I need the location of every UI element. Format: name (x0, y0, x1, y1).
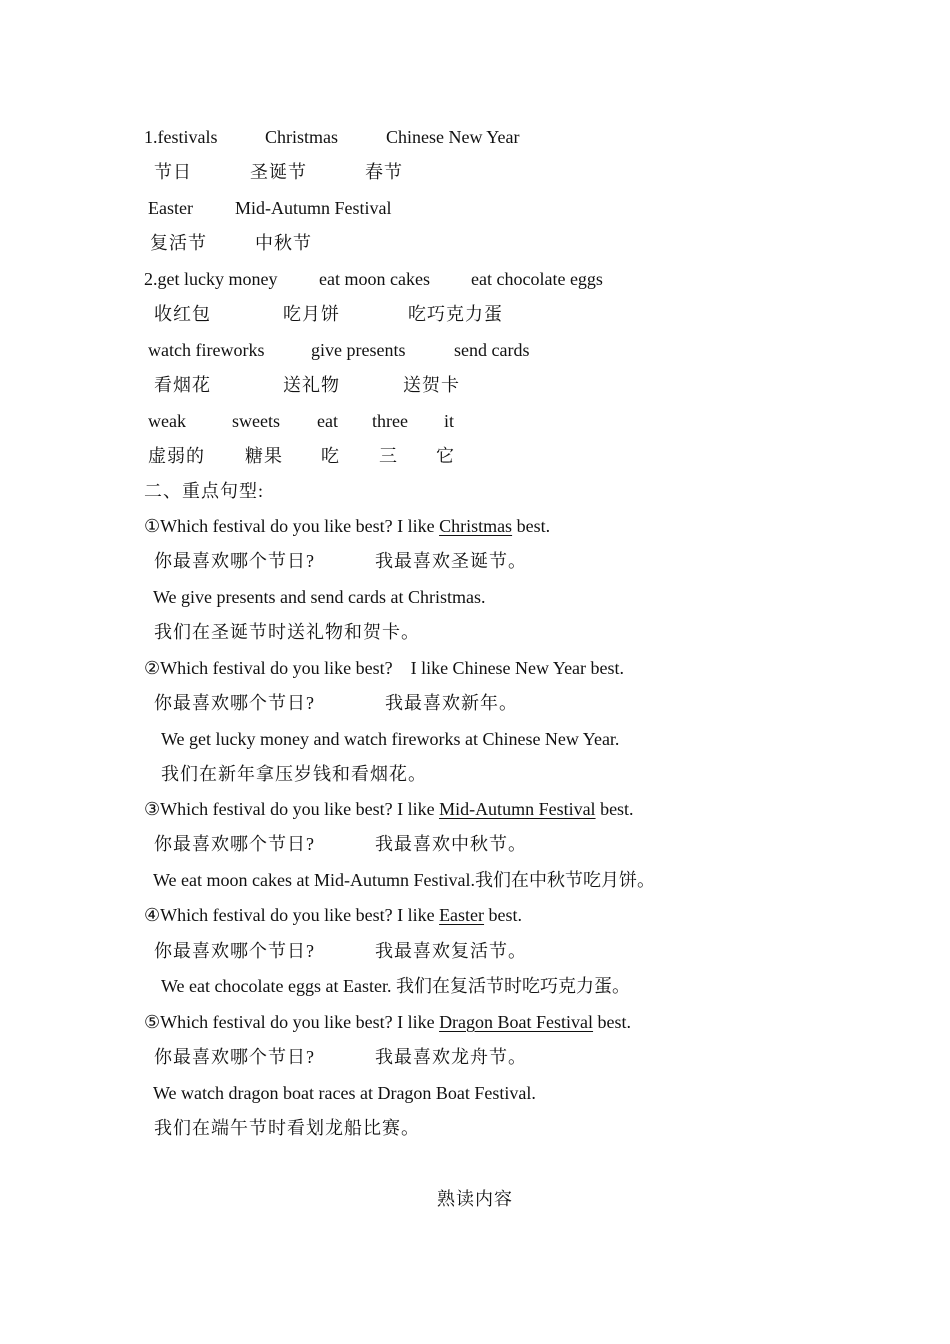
answer-translation: 我最喜欢新年。 (385, 693, 518, 713)
vocab-word: 1.festivals (144, 127, 218, 147)
section-title-text: 二、重点句型: (144, 481, 265, 501)
vocab-phrase: 2.get lucky money (144, 269, 278, 289)
question-translation: 你最喜欢哪个节日? (154, 551, 315, 571)
vocab-meaning: 吃 (321, 446, 340, 466)
question-end: best. (512, 516, 551, 536)
question-line (144, 900, 522, 930)
answer-translation: 我最喜欢圣诞节。 (375, 551, 527, 571)
festival-underlined: Christmas (439, 516, 513, 536)
question-end: best. (593, 1012, 632, 1032)
footer-heading-text: 熟读内容 (437, 1189, 513, 1209)
vocab-meaning: 虚弱的 (148, 446, 205, 466)
example-zh: 我们在端午节时看划龙船比赛。 (154, 1118, 420, 1138)
question-end: best. (484, 905, 523, 925)
example-en: We give presents and send cards at Christmas. (153, 587, 486, 607)
question-translation: 你最喜欢哪个节日? (154, 1047, 315, 1067)
question-text: ②Which festival do you like best? I like Chinese New Year best. (144, 658, 625, 678)
question-translation: 你最喜欢哪个节日? (154, 941, 315, 961)
question-line (144, 1007, 631, 1037)
vocab-meaning: 送礼物 (283, 375, 340, 395)
vocab-word: three (372, 411, 408, 431)
vocab-phrase: eat chocolate eggs (471, 269, 603, 289)
question-line (144, 511, 550, 541)
vocab-word: sweets (232, 411, 280, 431)
vocab-meaning: 吃月饼 (283, 304, 340, 324)
question-line (144, 794, 634, 824)
vocab-word: Easter (148, 198, 193, 218)
vocab-word: Chinese New Year (386, 127, 520, 147)
vocab-meaning: 节日 (154, 162, 192, 182)
vocab-meaning: 三 (379, 446, 398, 466)
vocab-word: it (444, 411, 455, 431)
question-translation: 你最喜欢哪个节日? (154, 834, 315, 854)
vocab-phrase: send cards (454, 340, 530, 360)
vocab-meaning: 春节 (365, 162, 403, 182)
vocab-word: eat (317, 411, 338, 431)
vocab-phrase: eat moon cakes (319, 269, 430, 289)
vocab-meaning: 送贺卡 (403, 375, 460, 395)
vocab-word: weak (148, 411, 186, 431)
question-text: ⑤Which festival do you like best? I like (144, 1012, 440, 1032)
example-en: We watch dragon boat races at Dragon Boat Festival. (153, 1083, 536, 1103)
answer-translation: 我最喜欢中秋节。 (375, 834, 527, 854)
festival-underlined: Easter (439, 905, 485, 925)
question-text: ①Which festival do you like best? I like (144, 516, 440, 536)
vocab-meaning: 它 (436, 446, 455, 466)
vocab-word: Mid-Autumn Festival (235, 198, 392, 218)
vocab-phrase: watch fireworks (148, 340, 265, 360)
example-mixed: We eat chocolate eggs at Easter. 我们在复活节时吃巧克力蛋。 (161, 976, 630, 996)
vocab-meaning: 中秋节 (255, 233, 312, 253)
vocab-meaning: 糖果 (245, 446, 283, 466)
vocab-meaning: 吃巧克力蛋 (408, 304, 503, 324)
vocab-meaning: 看烟花 (154, 375, 211, 395)
question-translation: 你最喜欢哪个节日? (154, 693, 315, 713)
example-en: We get lucky money and watch fireworks at Chinese New Year. (161, 729, 620, 749)
question-text: ④Which festival do you like best? I like (144, 905, 440, 925)
example-zh: 我们在新年拿压岁钱和看烟花。 (161, 764, 427, 784)
vocab-phrase: give presents (311, 340, 406, 360)
vocab-meaning: 收红包 (154, 304, 211, 324)
vocab-meaning: 圣诞节 (250, 162, 307, 182)
example-zh: 我们在圣诞节时送礼物和贺卡。 (154, 622, 420, 642)
footer-heading (0, 1184, 950, 1214)
example-mixed: We eat moon cakes at Mid-Autumn Festival.我们在中秋节吃月饼。 (153, 870, 655, 890)
vocab-meaning: 复活节 (150, 233, 207, 253)
answer-translation: 我最喜欢复活节。 (375, 941, 527, 961)
vocab-word: Christmas (265, 127, 339, 147)
festival-underlined: Mid-Autumn Festival (439, 799, 596, 819)
question-end: best. (595, 799, 634, 819)
question-text: ③Which festival do you like best? I like (144, 799, 440, 819)
festival-underlined: Dragon Boat Festival (439, 1012, 594, 1032)
answer-translation: 我最喜欢龙舟节。 (375, 1047, 527, 1067)
